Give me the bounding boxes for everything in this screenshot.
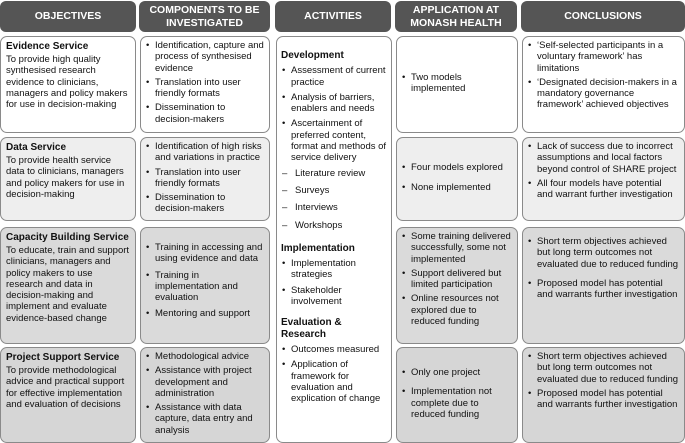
application-item: • Only one project	[401, 367, 513, 378]
activities-evaluation-title: Evaluation & Research	[281, 317, 342, 340]
component-item: • Training in implementation and evaluation	[145, 270, 265, 304]
objective-capacity-building-service	[0, 227, 136, 344]
activities-development-title: Development	[281, 50, 344, 61]
conclusions-evidence-service	[522, 36, 685, 133]
component-item: • Assistance with project development and administration	[145, 365, 265, 399]
application-evidence-service	[396, 36, 518, 133]
activity-item: • Implementation strategies	[281, 258, 387, 281]
objective-text: To provide methodological advice and practical support for effective implementation and evaluation of decisions	[6, 365, 125, 410]
conclusion-item: • Lack of success due to incorrect assumptions and local factors beyond control of SHARE project	[527, 141, 680, 175]
activities-panel	[276, 36, 392, 443]
objective-data-service	[0, 137, 136, 221]
component-item: • Training in accessing and using evidence and data	[145, 242, 265, 265]
header-activities-label: ACTIVITIES	[304, 10, 362, 22]
component-item: • Assistance with data capture, data entry and analysis	[145, 402, 265, 436]
header-objectives-label: OBJECTIVES	[34, 10, 102, 22]
conclusion-item: • All four models have potential and warrant further investigation	[527, 178, 680, 201]
application-item: • Two models implemented	[401, 72, 513, 95]
components-evidence-service	[140, 36, 270, 133]
component-item: • Mentoring and support	[145, 308, 265, 319]
objective-title: Project Support Service	[6, 352, 120, 363]
header-application	[395, 1, 517, 32]
header-components-label: COMPONENTS TO BE INVESTIGATED	[149, 3, 260, 29]
header-application-label: APPLICATION AT MONASH HEALTH	[410, 3, 502, 29]
conclusion-item: • Proposed model has potential and warrants further investigation	[527, 278, 680, 301]
components-project-support-service	[140, 347, 270, 443]
objective-project-support-service	[0, 347, 136, 443]
activity-subitem: – Interviews	[281, 202, 387, 213]
application-item: • Some training delivered successfully, some not implemented	[401, 231, 513, 265]
header-activities	[275, 1, 391, 32]
objective-title: Data Service	[6, 142, 67, 153]
application-capacity-building-service	[396, 227, 518, 344]
application-item: • Four models explored	[401, 162, 503, 173]
application-item: • Implementation not complete due to reduced funding	[401, 386, 513, 420]
activity-item: • Stakeholder involvement	[281, 285, 387, 308]
component-item: • Translation into user friendly formats	[145, 167, 265, 190]
header-conclusions-label: CONCLUSIONS	[564, 10, 642, 22]
component-item: • Identification of high risks and variations in practice	[145, 141, 265, 164]
application-item: • Support delivered but limited participation	[401, 268, 513, 291]
activity-item: • Ascertainment of preferred content, format and methods of service delivery	[281, 118, 387, 163]
activity-item: • Application of framework for evaluation and explication of change	[281, 359, 387, 404]
header-conclusions	[521, 1, 685, 32]
component-item: • Dissemination to decision-makers	[145, 192, 265, 215]
objective-text: To educate, train and support clinicians, managers and policy makers to use research and data in decision-making and implement and evaluate evidence-based change	[6, 245, 130, 324]
objective-evidence-service	[0, 36, 136, 133]
conclusion-item: • ‘Self-selected participants in a voluntary framework’ has limitations	[527, 40, 680, 74]
component-item: • Dissemination to decision-makers	[145, 102, 265, 125]
header-objectives	[0, 1, 136, 32]
application-project-support-service	[396, 347, 518, 443]
objective-text: To provide high quality synthesised research evidence to clinicians, managers and policy makers for use in decision-making	[6, 54, 128, 111]
activity-subitem: – Surveys	[281, 185, 387, 196]
application-data-service	[396, 137, 518, 221]
component-item: • Translation into user friendly formats	[145, 77, 265, 100]
objective-title: Capacity Building Service	[6, 232, 129, 243]
objective-text: To provide health service data to clinicians, managers and policy makers for use in decision-making	[6, 155, 125, 200]
components-data-service	[140, 137, 270, 221]
activities-implementation-title: Implementation	[281, 242, 355, 254]
header-components	[139, 1, 270, 32]
activity-subitem: – Literature review	[281, 168, 387, 179]
conclusion-item: • ‘Designated decision-makers in a mandatory governance framework’ achieved objectives	[527, 77, 680, 111]
component-item: • Identification, capture and process of synthesised evidence	[145, 40, 265, 74]
conclusion-item: • Short term objectives achieved but long term outcomes not evaluated due to reduced funding	[527, 236, 680, 270]
activity-item: • Analysis of barriers, enablers and needs	[281, 92, 387, 115]
application-item: • None implemented	[401, 182, 503, 193]
conclusion-item: • Short term objectives achieved but long term outcomes not evaluated due to reduced funding	[527, 351, 680, 385]
conclusions-capacity-building-service	[522, 227, 685, 344]
application-item: • Online resources not explored due to reduced funding	[401, 293, 513, 327]
activity-subitem: – Workshops	[281, 220, 387, 231]
components-capacity-building-service	[140, 227, 270, 344]
objective-title: Evidence Service	[6, 41, 89, 52]
component-item: • Methodological advice	[145, 351, 265, 362]
conclusions-data-service	[522, 137, 685, 221]
conclusion-item: • Proposed model has potential and warrants further investigation	[527, 388, 680, 411]
activity-item: • Assessment of current practice	[281, 65, 387, 88]
conclusions-project-support-service	[522, 347, 685, 443]
activity-item: • Outcomes measured	[281, 344, 387, 355]
